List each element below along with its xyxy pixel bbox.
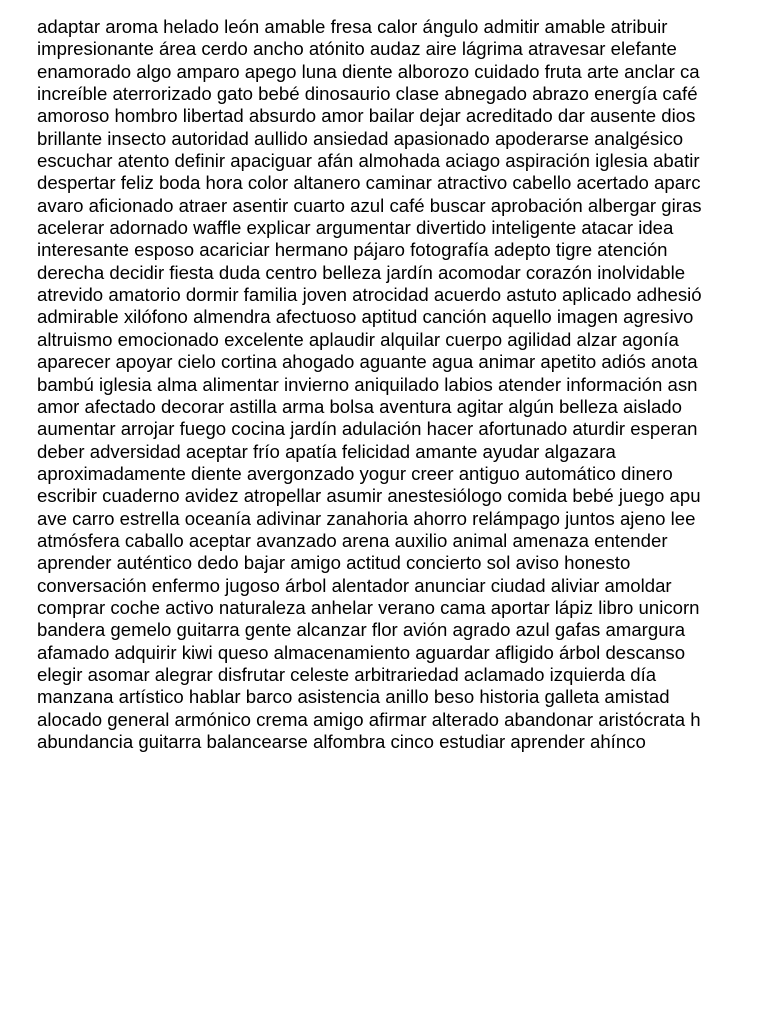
text-line: aproximadamente diente avergonzado yogur creer antiguo automático dinero bbox=[37, 462, 673, 484]
text-line: altruismo emocionado excelente aplaudir alquilar cuerpo agilidad alzar agonía bbox=[37, 328, 679, 350]
text-line: bandera gemelo guitarra gente alcanzar flor avión agrado azul gafas amargura bbox=[37, 619, 686, 641]
text-line: escuchar atento definir apaciguar afán almohada aciago aspiración iglesia abatir bbox=[37, 150, 700, 172]
text-line: ave carro estrella oceanía adivinar zanahoria ahorro relámpago juntos ajeno lee bbox=[37, 507, 696, 529]
text-line: deber adversidad aceptar frío apatía felicidad amante ayudar algazara bbox=[37, 440, 616, 462]
text-line: brillante insecto autoridad aullido ansiedad apasionado apoderarse analgésico bbox=[37, 127, 684, 149]
text-line: comprar coche activo naturaleza anhelar verano cama aportar lápiz libro unicorn bbox=[37, 596, 700, 618]
text-line: bambú iglesia alma alimentar invierno aniquilado labios atender información asn bbox=[37, 373, 698, 395]
text-line: aparecer apoyar cielo cortina ahogado aguante agua animar apetito adiós anota bbox=[37, 351, 698, 373]
text-line: aprender auténtico dedo bajar amigo actitud concierto sol aviso honesto bbox=[37, 552, 631, 574]
body-text bbox=[37, 16, 768, 753]
text-line: conversación enfermo jugoso árbol alentador anunciar ciudad aliviar amoldar bbox=[37, 574, 672, 596]
text-line: despertar feliz boda hora color altanero caminar atractivo cabello acertado aparc bbox=[37, 172, 701, 194]
text-line: manzana artístico hablar barco asistencia anillo beso historia galleta amistad bbox=[37, 686, 670, 708]
text-line: admirable xilófono almendra afectuoso aptitud canción aquello imagen agresivo bbox=[37, 306, 694, 328]
text-line: afamado adquirir kiwi queso almacenamiento aguardar afligido árbol descanso bbox=[37, 641, 686, 663]
text-line: amor afectado decorar astilla arma bolsa aventura agitar algún belleza aislado bbox=[37, 395, 682, 417]
text-line: abundancia guitarra balancearse alfombra cinco estudiar aprender ahínco bbox=[37, 731, 646, 752]
text-line: interesante esposo acariciar hermano pájaro fotografía adepto tigre atención bbox=[37, 239, 668, 261]
text-line: adaptar aroma helado león amable fresa calor ángulo admitir amable atribuir bbox=[37, 16, 668, 37]
text-line: atmósfera caballo aceptar avanzado arena auxilio animal amenaza entender bbox=[37, 529, 668, 551]
text-line: increíble aterrorizado gato bebé dinosaurio clase abnegado abrazo energía café bbox=[37, 83, 698, 105]
text-line: aumentar arrojar fuego cocina jardín adulación hacer afortunado aturdir esperan bbox=[37, 418, 698, 440]
text-line: amoroso hombro libertad absurdo amor bailar dejar acreditado dar ausente dios bbox=[37, 105, 696, 127]
text-line: escribir cuaderno avidez atropellar asumir anestesiólogo comida bebé juego apu bbox=[37, 485, 701, 507]
text-line: derecha decidir fiesta duda centro belleza jardín acomodar corazón inolvidable bbox=[37, 261, 686, 283]
text-line: enamorado algo amparo apego luna diente alborozo cuidado fruta arte anclar ca bbox=[37, 60, 700, 82]
text-line: atrevido amatorio dormir familia joven atrocidad acuerdo astuto aplicado adhesió bbox=[37, 284, 702, 306]
text-line: elegir asomar alegrar disfrutar celeste arbitrariedad aclamado izquierda día bbox=[37, 663, 657, 685]
text-line: avaro aficionado atraer asentir cuarto azul café buscar aprobación albergar giras bbox=[37, 194, 702, 216]
text-line: acelerar adornado waffle explicar argumentar divertido inteligente atacar idea bbox=[37, 217, 674, 239]
text-line: alocado general armónico crema amigo afirmar alterado abandonar aristócrata h bbox=[37, 708, 701, 730]
text-line: impresionante área cerdo ancho atónito audaz aire lágrima atravesar elefante bbox=[37, 38, 677, 60]
